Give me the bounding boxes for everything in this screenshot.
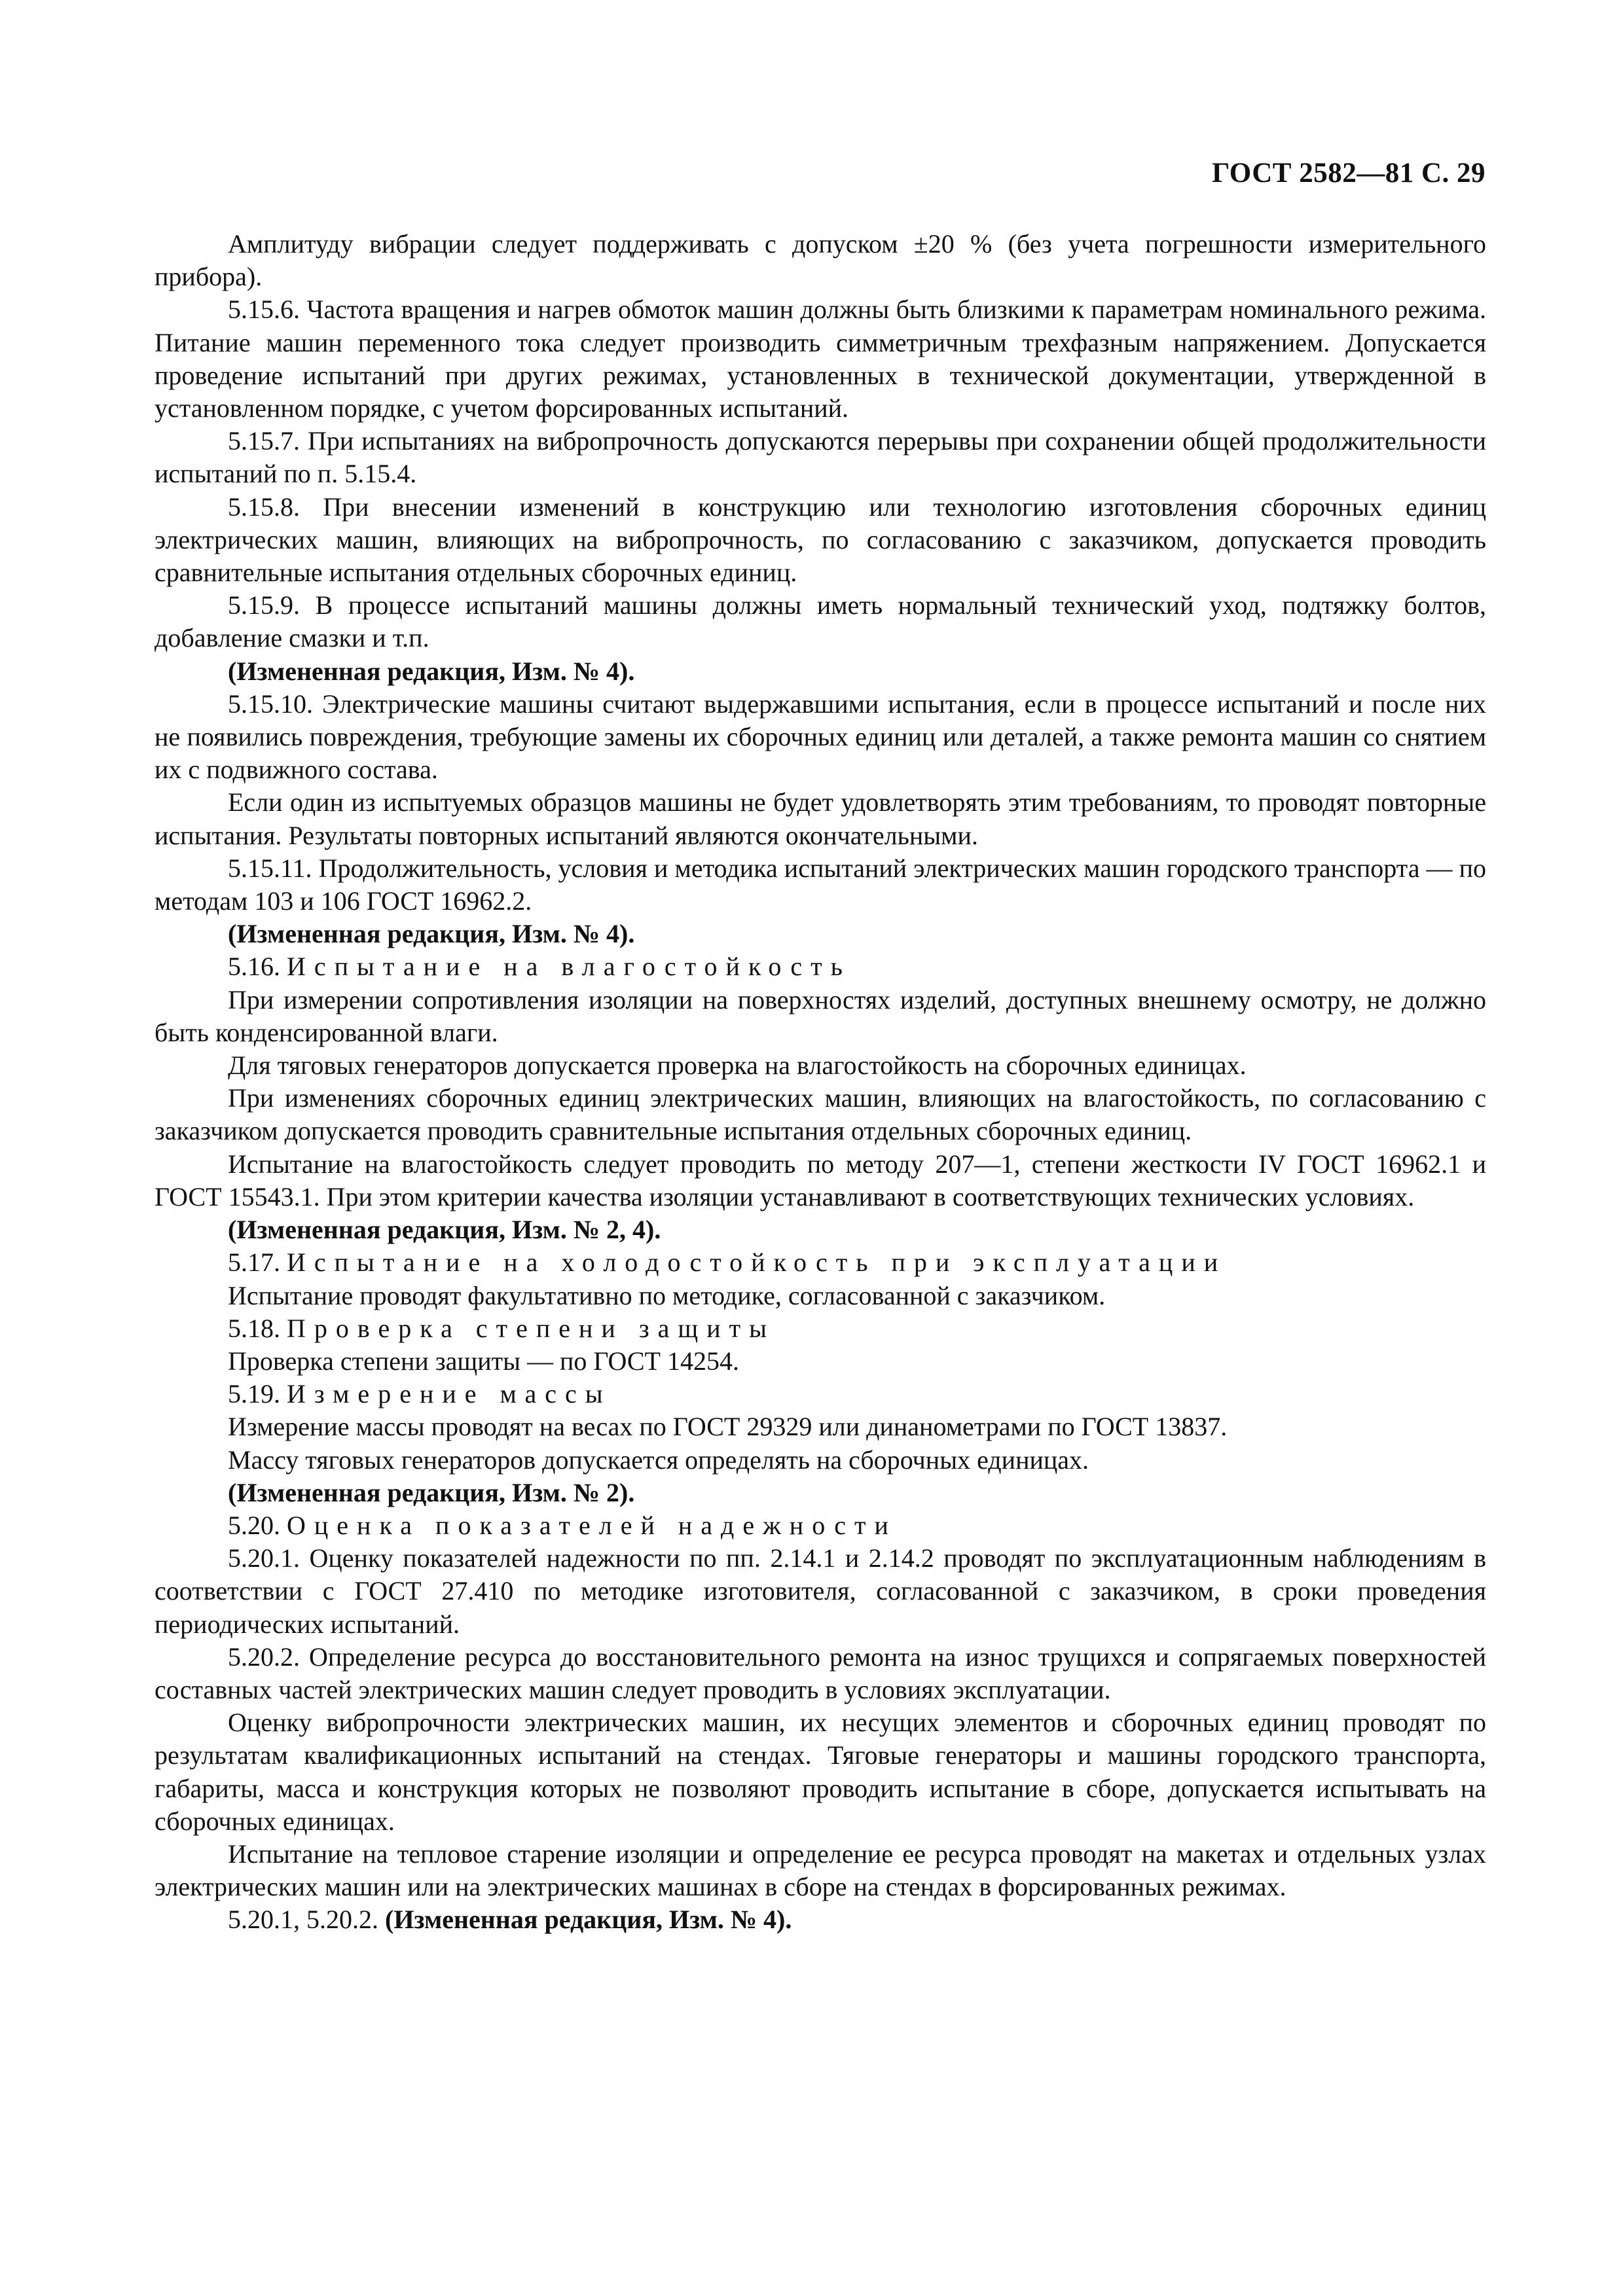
paragraph: Амплитуду вибрации следует поддерживать с допуском ±20 % (без учета погрешности измерительного прибора). xyxy=(155,229,1486,292)
paragraph: 5.15.9. В процессе испытаний машины должны иметь нормальный технический уход, подтяжку болтов, добавление смазки и т.п. xyxy=(155,590,1486,653)
paragraph: 5.15.6. Частота вращения и нагрев обмоток машин должны быть близкими к параметрам номинального режима. Питание машин переменного тока следует производить симметричным трехфазным напряжением. Допускается проведение испытаний при других режимах, установленных в технической документации, утвержденной в установленном порядке, с учетом форсированных испытаний. xyxy=(155,295,1486,423)
amendment-note: (Измененная редакция, Изм. № 2, 4). xyxy=(228,1215,661,1245)
section-heading: 5.17. Испытание на холодостойкость при эксплуатации xyxy=(228,1247,1227,1278)
section-heading: 5.16. Испытание на влагостойкость xyxy=(228,952,851,982)
paragraph: 5.15.8. При внесении изменений в конструкцию или технологию изготовления сборочных единиц электрических машин, влияющих на вибропрочность, по согласованию с заказчиком, допускается проводить сравнительные испытания отдельных сборочных единиц. xyxy=(155,492,1486,588)
paragraph: Оценку вибропрочности электрических машин, их несущих элементов и сборочных единиц проводят по результатам квалификационных испытаний на стендах. Тяговые генераторы и машины городского транспорта, габариты, масса и конструкция которых не позволяют проводить испытание в сборе, допускается испытывать на сборочных единицах. xyxy=(155,1708,1486,1836)
paragraph: Измерение массы проводят на весах по ГОСТ 29329 или динанометрами по ГОСТ 13837. xyxy=(228,1412,1228,1442)
page-header: ГОСТ 2582—81 С. 29 xyxy=(1211,158,1486,188)
amendment-note: (Измененная редакция, Изм. № 4). xyxy=(228,919,635,949)
paragraph: При измерении сопротивления изоляции на поверхностях изделий, доступных внешнему осмотру, не должно быть конденсированной влаги. xyxy=(155,984,1486,1047)
section-heading: 5.20. Оценка показателей надежности xyxy=(228,1510,897,1540)
paragraph: 5.15.10. Электрические машины считают выдержавшими испытания, если в процессе испытаний и после них не появились повреждения, требующие замены их сборочных единиц или деталей, а также ремонта машин со снятием их с подвижного состава. xyxy=(155,689,1486,785)
paragraph: 5.20.1. Оценку показателей надежности по пп. 2.14.1 и 2.14.2 проводят по эксплуатационным наблюдениям в соответствии с ГОСТ 27.410 по методике изготовителя, согласованной с заказчиком, в сроки проведения периодических испытаний. xyxy=(155,1543,1486,1639)
paragraph: Массу тяговых генераторов допускается определять на сборочных единицах. xyxy=(228,1444,1089,1475)
paragraph: Если один из испытуемых образцов машины не будет удовлетворять этим требованиям, то проводят повторные испытания. Результаты повторных испытаний являются окончательными. xyxy=(155,787,1486,850)
amendment-note: (Измененная редакция, Изм. № 4). xyxy=(228,656,635,686)
paragraph: При изменениях сборочных единиц электрических машин, влияющих на влагостойкость, по согласованию с заказчиком допускается проводить сравнительные испытания отдельных сборочных единиц. xyxy=(155,1083,1486,1146)
amendment-note: (Измененная редакция, Изм. № 2). xyxy=(228,1477,635,1507)
paragraph: 5.20.2. Определение ресурса до восстановительного ремонта на износ трущихся и сопрягаемых поверхностей составных частей электрических машин следует проводить в условиях эксплуатации. xyxy=(155,1641,1486,1704)
amendment-note: 5.20.1, 5.20.2. (Измененная редакция, Изм. № 4). xyxy=(228,1905,792,1935)
body-text xyxy=(155,228,1486,1937)
paragraph: Испытание на влагостойкость следует проводить по методу 207—1, степени жесткости IV ГОСТ 16962.1 и ГОСТ 15543.1. При этом критерии качества изоляции устанавливают в соответствующих технических условиях. xyxy=(155,1149,1486,1211)
paragraph: Испытание на тепловое старение изоляции и определение ее ресурса проводят на макетах и отдельных узлах электрических машин или на электрических машинах в сборе на стендах в форсированных режимах. xyxy=(155,1839,1486,1902)
section-heading: 5.19. Измерение массы xyxy=(228,1379,611,1409)
paragraph: 5.15.7. При испытаниях на вибропрочность допускаются перерывы при сохранении общей продолжительности испытаний по п. 5.15.4. xyxy=(155,426,1486,489)
paragraph: 5.15.11. Продолжительность, условия и методика испытаний электрических машин городского транспорта — по методам 103 и 106 ГОСТ 16962.2. xyxy=(155,853,1486,916)
section-heading: 5.18. Проверка степени защиты xyxy=(228,1313,775,1343)
paragraph: Проверка степени защиты — по ГОСТ 14254. xyxy=(228,1346,739,1376)
paragraph: Для тяговых генераторов допускается проверка на влагостойкость на сборочных единицах. xyxy=(228,1050,1247,1081)
paragraph: Испытание проводят факультативно по методике, согласованной с заказчиком. xyxy=(228,1280,1106,1310)
